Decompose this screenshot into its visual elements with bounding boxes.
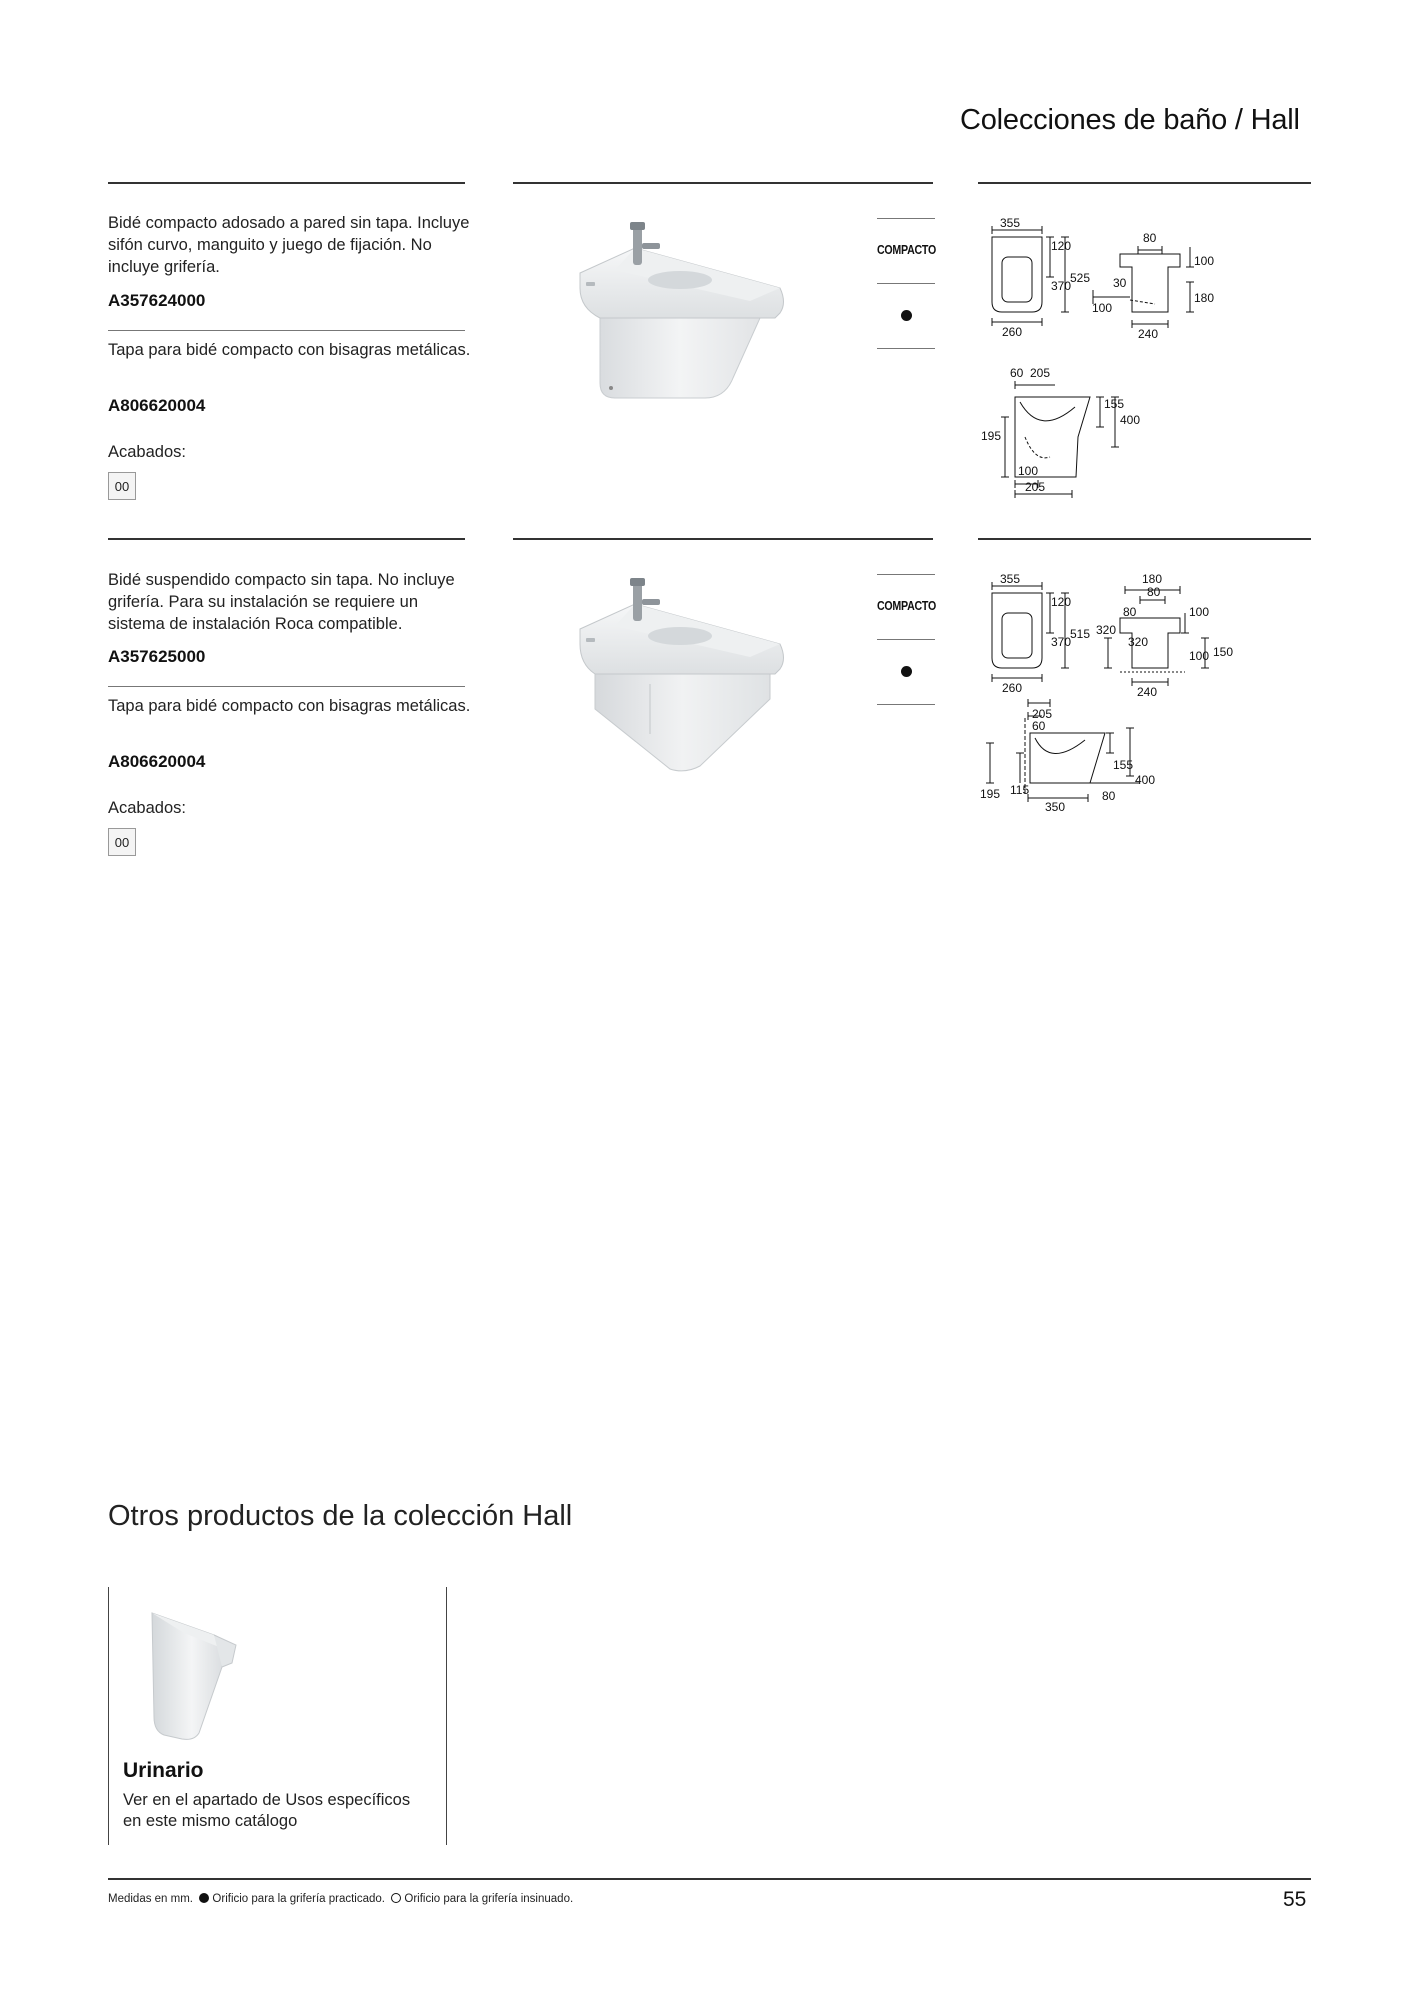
dim-label: 100 <box>1092 301 1113 315</box>
bidet-suspended-image <box>575 574 795 774</box>
page-title: Colecciones de baño / Hall <box>960 104 1300 136</box>
dim-label: 155 <box>1113 758 1134 772</box>
dim-label: 155 <box>1104 397 1125 411</box>
dim-label: 100 <box>1189 649 1210 663</box>
divider <box>108 686 465 687</box>
dim-label: 205 <box>1025 480 1046 494</box>
technical-drawing <box>980 212 1250 502</box>
accessory-code: A806620004 <box>108 396 206 415</box>
variant-label: COMPACTO <box>877 599 936 613</box>
footer-note-prefix: Medidas en mm. <box>108 1893 194 1905</box>
dim-label: 370 <box>1051 279 1072 293</box>
footer-note <box>108 1893 573 1905</box>
dim-label: 320 <box>1128 635 1149 649</box>
tap-hole-filled-icon <box>901 310 912 321</box>
footer-note-empty: Orificio para la grifería insinuado. <box>404 1893 574 1905</box>
accessory-code: A806620004 <box>108 752 206 771</box>
dim-label: 195 <box>980 787 1001 801</box>
product-description: Bidé compacto adosado a pared sin tapa. Incluye sifón curvo, manguito y juego de fijación. No incluye grifería. <box>108 214 470 276</box>
card-title: Urinario <box>123 1759 204 1782</box>
finishes-label: Acabados: <box>108 443 186 461</box>
dim-label: 240 <box>1137 685 1158 699</box>
empty-circle-icon <box>391 1893 401 1903</box>
dim-label: 525 <box>1070 271 1091 285</box>
technical-drawing <box>980 568 1280 838</box>
divider <box>978 182 1311 184</box>
page-number: 55 <box>1283 1888 1307 1911</box>
product-card[interactable] <box>108 1587 447 1845</box>
dim-label: 355 <box>1000 572 1021 586</box>
dim-label: 515 <box>1070 627 1091 641</box>
card-text: Ver en el apartado de Usos específicos en este mismo catálogo <box>123 1791 411 1830</box>
divider <box>108 538 465 540</box>
dim-label: 260 <box>1002 325 1023 339</box>
divider <box>108 182 465 184</box>
dim-label: 240 <box>1138 327 1159 341</box>
dim-label: 120 <box>1051 595 1072 609</box>
accessory-description: Tapa para bidé compacto con bisagras metálicas. <box>108 341 471 359</box>
dim-label: 100 <box>1194 254 1215 268</box>
dim-label: 195 <box>981 429 1002 443</box>
dim-label: 60 <box>1010 366 1024 380</box>
dim-label: 180 <box>1142 572 1163 586</box>
filled-circle-icon <box>199 1893 209 1903</box>
divider <box>877 639 935 640</box>
dim-label: 205 <box>1032 707 1053 721</box>
dim-label: 400 <box>1135 773 1156 787</box>
divider <box>108 330 465 331</box>
divider <box>877 218 935 219</box>
product-code: A357625000 <box>108 647 206 666</box>
dim-label: 350 <box>1045 800 1066 814</box>
dim-label: 400 <box>1120 413 1141 427</box>
tap-hole-filled-icon <box>901 666 912 677</box>
dim-label: 60 <box>1032 719 1046 733</box>
dim-label: 80 <box>1123 605 1137 619</box>
dim-label: 80 <box>1147 585 1161 599</box>
dim-label: 115 <box>1010 783 1030 797</box>
divider <box>513 538 933 540</box>
footer-note-filled: Orificio para la grifería practicado. <box>212 1893 385 1905</box>
urinal-image <box>144 1605 254 1745</box>
dim-label: 120 <box>1051 239 1072 253</box>
divider <box>877 348 935 349</box>
footer-divider <box>108 1878 1311 1880</box>
finishes-label: Acabados: <box>108 799 186 817</box>
accessory-description: Tapa para bidé compacto con bisagras metálicas. <box>108 697 471 715</box>
variant-label: COMPACTO <box>877 243 936 257</box>
dim-label: 355 <box>1000 216 1021 230</box>
section-title: Otros productos de la colección Hall <box>108 1500 573 1532</box>
divider <box>877 574 935 575</box>
dim-label: 205 <box>1030 366 1051 380</box>
product-code: A357624000 <box>108 291 206 310</box>
divider <box>877 704 935 705</box>
dim-label: 80 <box>1102 789 1116 803</box>
divider <box>877 283 935 284</box>
dim-label: 260 <box>1002 681 1023 695</box>
finish-swatch[interactable]: 00 <box>108 472 136 500</box>
divider <box>978 538 1311 540</box>
dim-label: 30 <box>1113 276 1127 290</box>
product-description: Bidé suspendido compacto sin tapa. No incluye grifería. Para su instalación se requiere un sistema de instalación Roca compatible. <box>108 571 455 633</box>
dim-label: 180 <box>1194 291 1215 305</box>
dim-label: 150 <box>1213 645 1234 659</box>
finish-swatch[interactable]: 00 <box>108 828 136 856</box>
bidet-wall-image <box>575 218 795 408</box>
dim-label: 100 <box>1018 464 1039 478</box>
dim-label: 80 <box>1143 231 1157 245</box>
dim-label: 370 <box>1051 635 1072 649</box>
dim-label: 320 <box>1096 623 1117 637</box>
dim-label: 100 <box>1189 605 1210 619</box>
divider <box>513 182 933 184</box>
